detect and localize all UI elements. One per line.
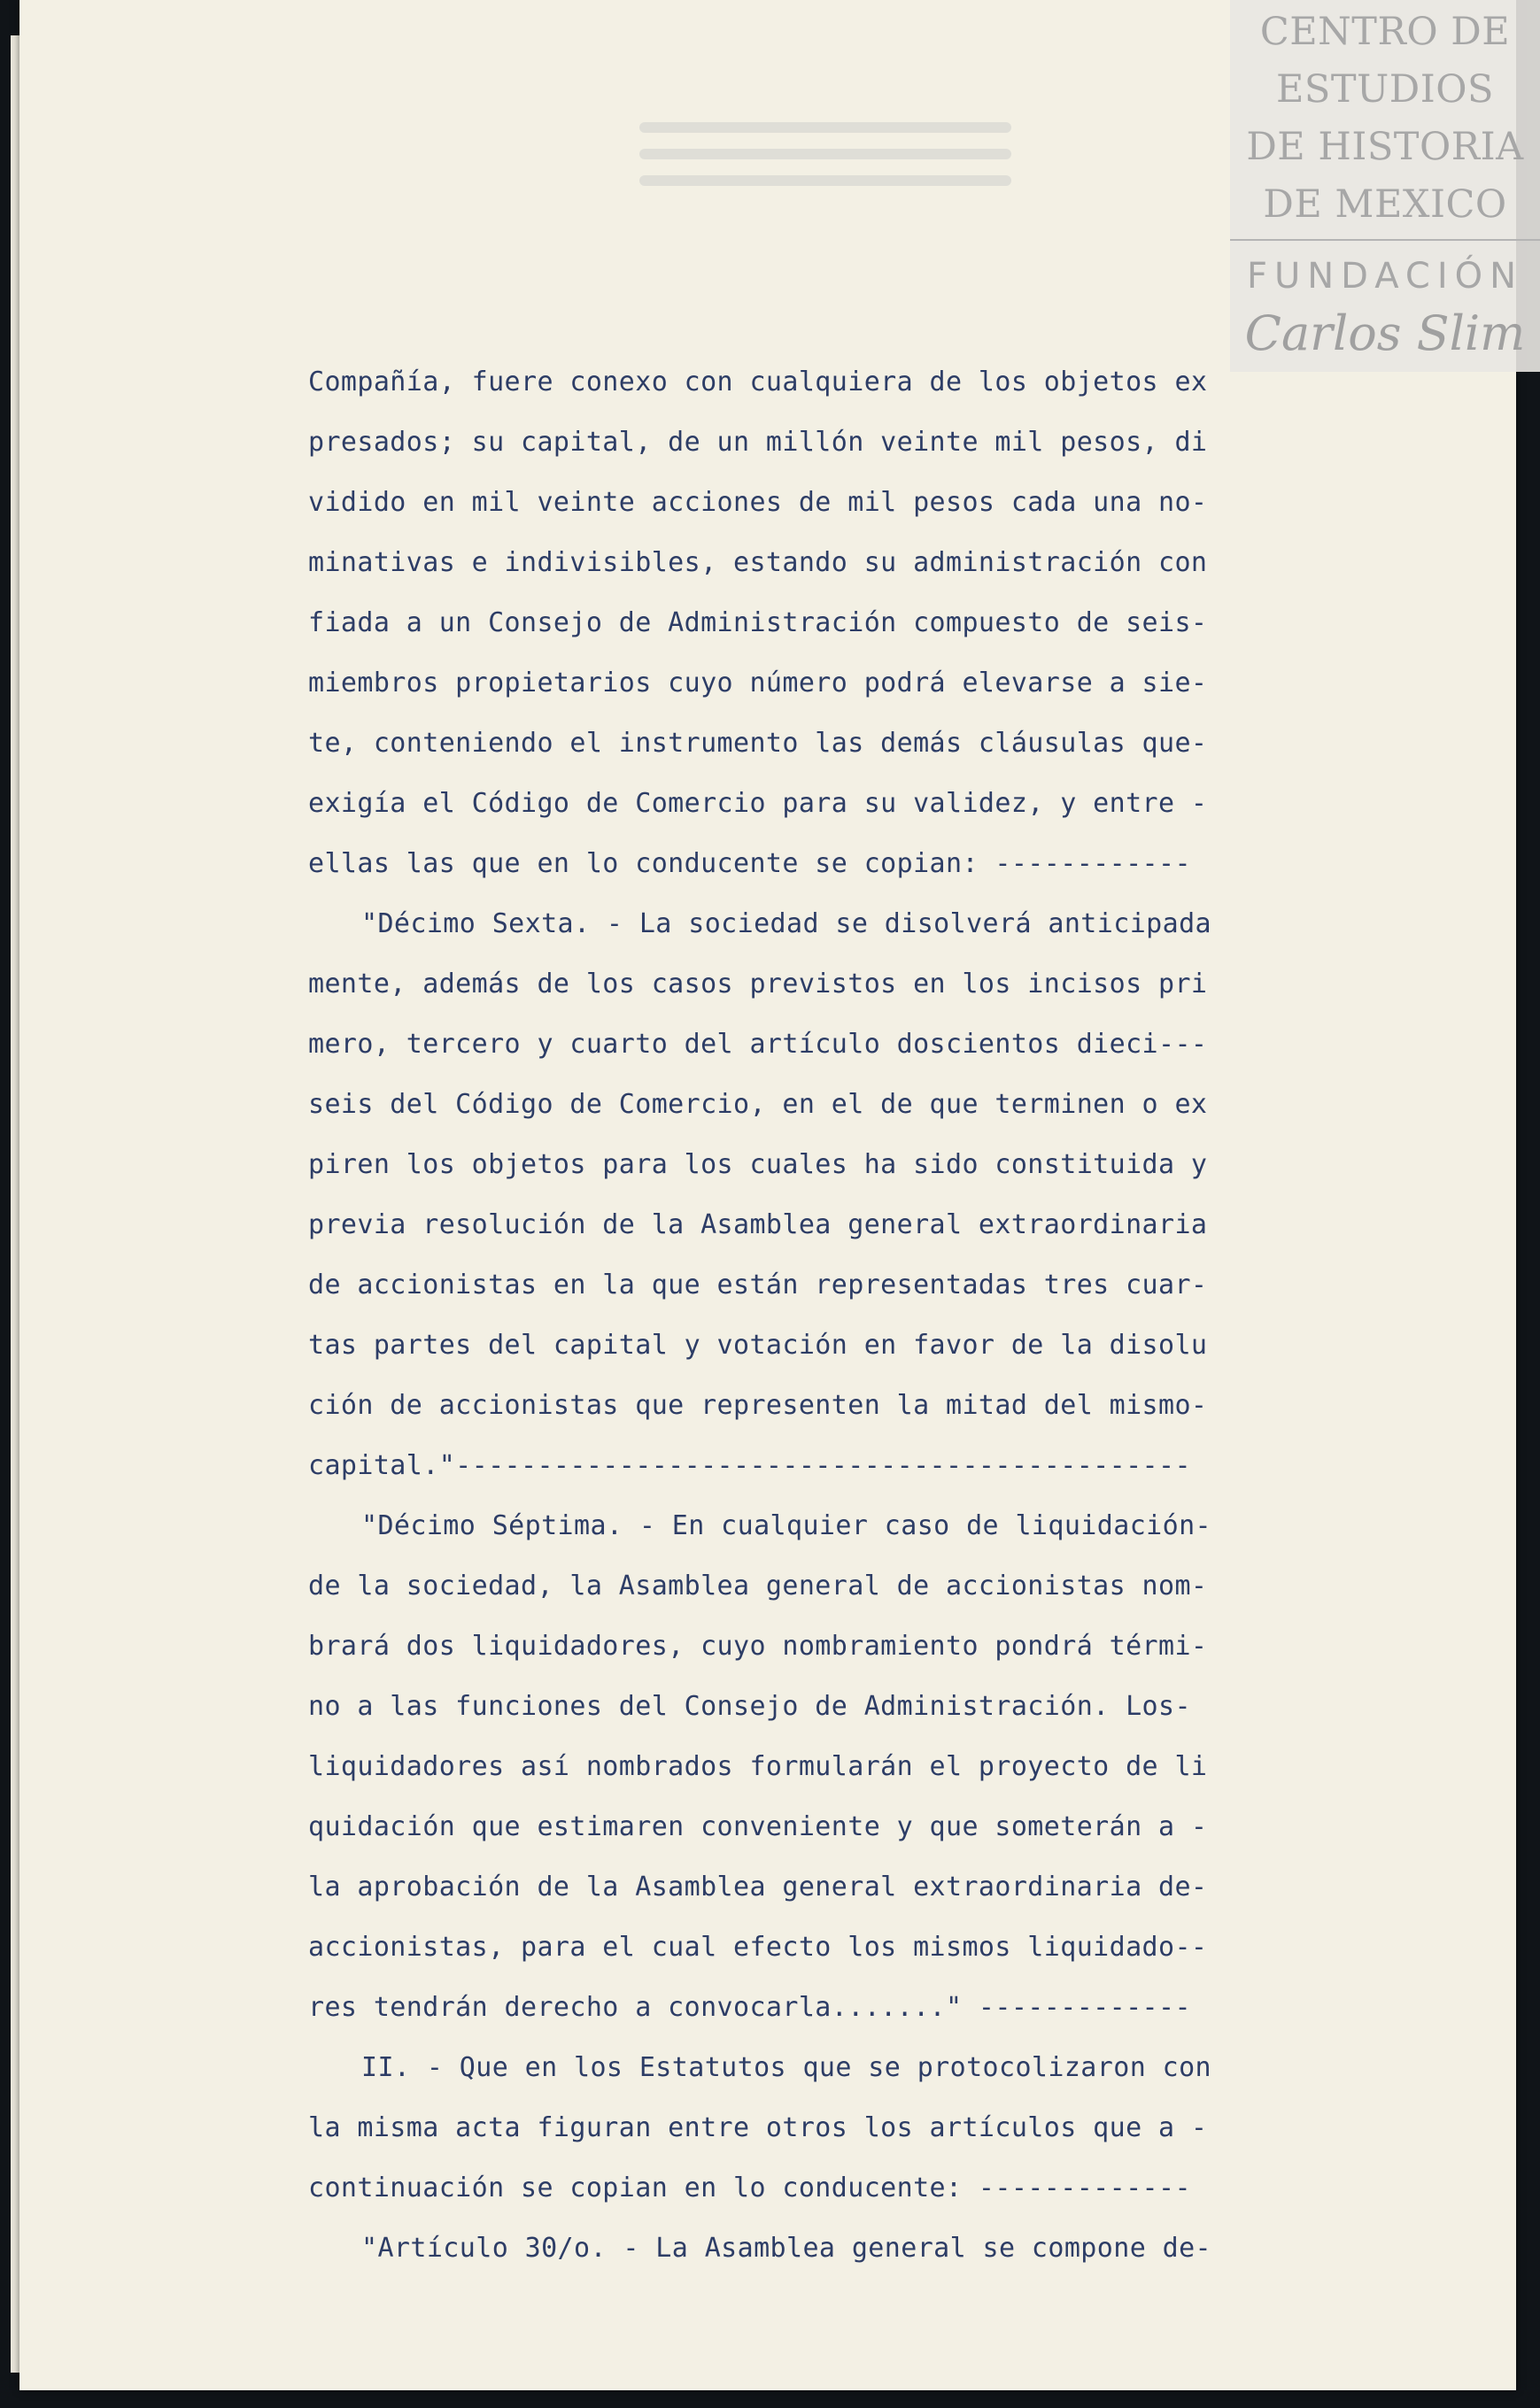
text-line: accionistas, para el cual efecto los mismos liquidado-- [308, 1932, 1208, 1963]
text-line: te, conteniendo el instrumento las demás cláusulas que- [308, 728, 1208, 759]
text-line: II. - Que en los Estatutos que se protocolizaron con [361, 2052, 1211, 2083]
text-line: minativas e indivisibles, estando su administración con [308, 547, 1208, 578]
text-line: vidido en mil veinte acciones de mil pesos cada una no- [308, 487, 1208, 518]
text-line: piren los objetos para los cuales ha sido constituida y [308, 1149, 1208, 1180]
watermark-foundation: FUNDACIÓN [1246, 256, 1524, 297]
text-line: fiada a un Consejo de Administración compuesto de seis- [308, 607, 1208, 638]
text-line: no a las funciones del Consejo de Administración. Los- [308, 1691, 1191, 1722]
text-line: "Décimo Sexta. - La sociedad se disolverá anticipada [361, 908, 1211, 939]
text-line: continuación se copian en lo conducente: ------------- [308, 2173, 1191, 2203]
text-line: de la sociedad, la Asamblea general de accionistas nom- [308, 1571, 1208, 1601]
text-line: presados; su capital, de un millón veinte mil pesos, di [308, 427, 1208, 458]
text-line: quidación que estimaren conveniente y que someterán a - [308, 1811, 1208, 1842]
text-line: capital."--------------------------------------------- [308, 1450, 1191, 1481]
text-line: previa resolución de la Asamblea general extraordinaria [308, 1209, 1208, 1240]
text-line: la aprobación de la Asamblea general extraordinaria de- [308, 1872, 1208, 1902]
text-line: "Artículo 30/o. - La Asamblea general se compone de- [361, 2233, 1211, 2264]
watermark-line: DE MEXICO [1263, 182, 1507, 227]
document-body [308, 352, 1282, 2279]
watermark-line: ESTUDIOS [1276, 67, 1494, 112]
text-line: liquidadores así nombrados formularán el proyecto de li [308, 1751, 1208, 1782]
text-line: ción de accionistas que representen la mitad del mismo- [308, 1390, 1208, 1421]
text-line: Compañía, fuere conexo con cualquiera de los objetos ex [308, 367, 1208, 397]
watermark [1230, 0, 1540, 372]
text-line: miembros propietarios cuyo número podrá elevarse a sie- [308, 668, 1208, 698]
text-line: brará dos liquidadores, cuyo nombramiento pondrá térmi- [308, 1631, 1208, 1662]
watermark-divider [1230, 239, 1540, 241]
faded-stamp [639, 106, 1011, 212]
text-line: seis del Código de Comercio, en el de que terminen o ex [308, 1089, 1208, 1120]
watermark-line: DE HISTORIA [1246, 125, 1524, 169]
text-line: la misma acta figuran entre otros los artículos que a - [308, 2112, 1208, 2143]
text-line: tas partes del capital y votación en favor de la disolu [308, 1330, 1208, 1361]
text-line: res tendrán derecho a convocarla......." ------------- [308, 1992, 1191, 2023]
text-line: mero, tercero y cuarto del artículo doscientos dieci--- [308, 1029, 1208, 1060]
text-line: mente, además de los casos previstos en los incisos pri [308, 969, 1208, 999]
text-line: ellas las que en lo conducente se copian: ------------ [308, 848, 1191, 879]
text-line: exigía el Código de Comercio para su validez, y entre - [308, 788, 1208, 819]
text-line: "Décimo Séptima. - En cualquier caso de liquidación- [361, 1510, 1211, 1541]
watermark-line: CENTRO DE [1259, 10, 1511, 54]
watermark-signature: Carlos Slim [1244, 305, 1526, 361]
text-line: de accionistas en la que están representadas tres cuar- [308, 1270, 1208, 1300]
